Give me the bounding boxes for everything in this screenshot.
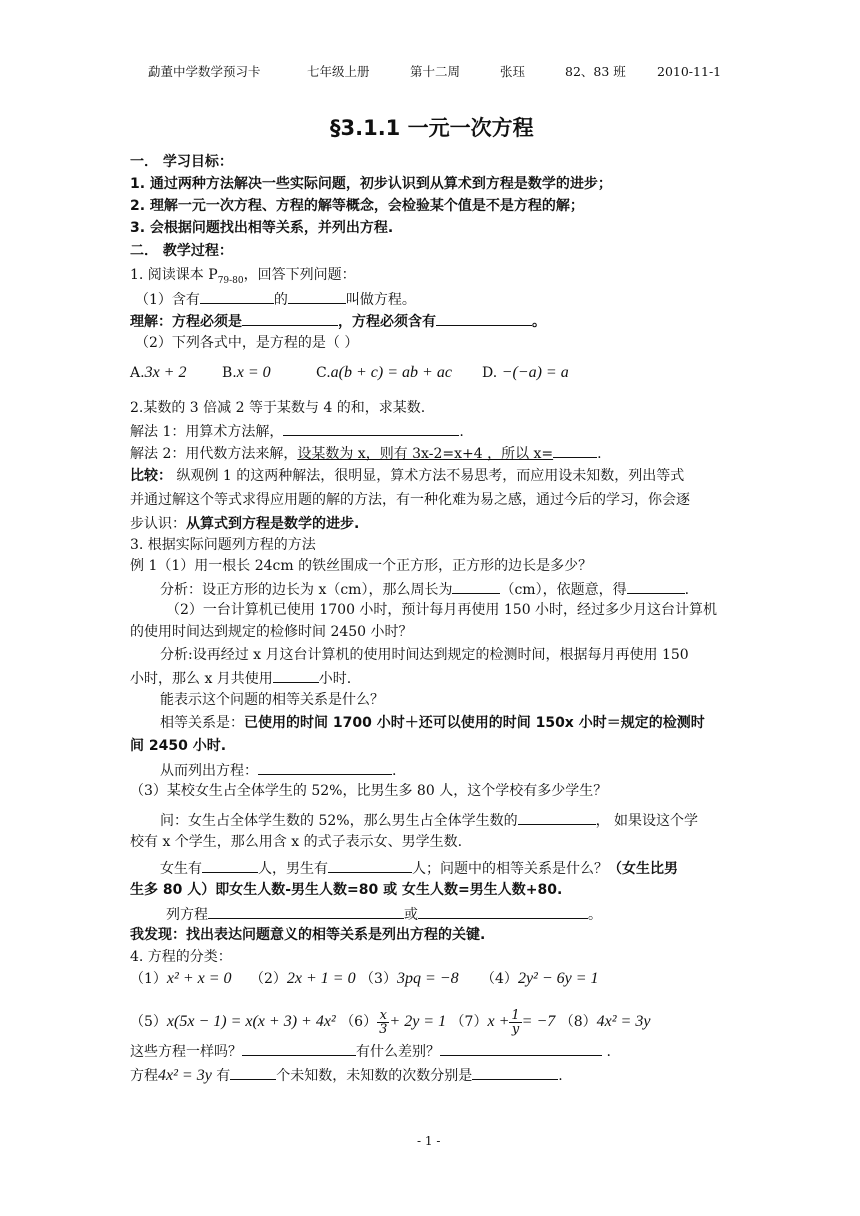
process-heading: 二． 教学过程： [130, 243, 233, 259]
ex3-question-line-1 [160, 809, 698, 831]
understand-a: 理解：方程必须是 [130, 314, 242, 330]
goal-item-3: 3. 会根据问题找出相等关系，并列出方程. [130, 220, 394, 236]
equation-row-2 [130, 1008, 650, 1036]
same-question-line [130, 1040, 611, 1062]
ex3-equation-line [166, 903, 602, 925]
unknowns-c: 个未知数，未知数的次数分别是 [276, 1068, 473, 1084]
same-b: 有什么差别？ [356, 1044, 440, 1060]
equation-6-fraction [377, 1009, 389, 1036]
eq-num-2: （2） [249, 971, 287, 987]
ex3-girls-c: 人；问题中的相等关系是什么？ [412, 861, 608, 877]
ex3-girls-b: 人，男生有 [258, 861, 328, 877]
example-3: （3）某校女生占全体学生的 52%，比男生多 80 人，这个学校有多少学生？ [130, 783, 608, 799]
equation-7-rest: = −7 [521, 1013, 556, 1030]
header-teacher: 张珏 [500, 64, 526, 79]
page-number: - 1 - [417, 1134, 441, 1148]
goals-heading: 一． 学习目标： [130, 154, 233, 170]
ex1-analysis [160, 578, 689, 600]
choice-c [316, 362, 452, 384]
equation-7-pre: x + [487, 1013, 510, 1030]
goal-item-1: 1. 通过两种方法解决一些实际问题，初步认识到从算术到方程是数学的进步； [130, 176, 612, 192]
unknowns-b: 有 [216, 1068, 231, 1084]
method-2-b: 设某数为 x，则有 3x-2=x+4 ，所以 x= [297, 446, 554, 462]
choice-a [130, 362, 186, 384]
ex2-analysis-2b: 小时. [318, 671, 352, 687]
q1-blank-2[interactable] [288, 288, 346, 304]
goal-item-2: 2. 理解一元一次方程、方程的解等概念，会检验某个值是不是方程的解； [130, 198, 584, 214]
compare-line-1 [130, 466, 684, 486]
method-1-line [130, 420, 464, 442]
eq-num-4: （4） [481, 971, 518, 987]
ex2-equation-blank[interactable] [258, 759, 392, 775]
ex2-analysis-line-1: 分析:设再经过 x 月这台计算机的使用时间达到规定的检测时间，根据每月再使用 150 [160, 647, 689, 663]
equation-row-1 [130, 967, 599, 991]
ex2-equation-a: 从而列出方程： [160, 763, 258, 779]
unknowns-d: . [558, 1068, 563, 1084]
q1-a: （1）含有 [135, 292, 200, 308]
choice-b-label: B. [222, 365, 237, 381]
understand-c: 。 [532, 314, 546, 330]
ex3-eq-a: 列方程 [166, 907, 208, 923]
same-blank-2[interactable] [440, 1040, 602, 1056]
read-pages: 79-80 [217, 275, 244, 286]
ex2-equation-b: . [392, 763, 397, 779]
ex3-q-a: 问：女生占全体学生数的 52%，那么男生占全体学生数的 [160, 813, 518, 829]
equation-7-numerator: 1 [511, 1007, 520, 1023]
choice-d-label: D. [482, 365, 498, 381]
ex1-blank-1[interactable] [452, 578, 500, 594]
choice-d [482, 362, 569, 384]
equation-1: x² + x = 0 [166, 970, 232, 987]
ex2-relation-b: 已使用的时间 1700 小时＋还可以使用的时间 150x 小时＝规定的检测时 [244, 715, 705, 731]
header-classes: 82、83 班 [565, 64, 626, 79]
understand-blank-2[interactable] [436, 310, 532, 326]
page-title: §3.1.1 一元一次方程 [330, 116, 534, 140]
eq-num-5: （5） [130, 1014, 167, 1030]
ex2-analysis-line-2 [130, 667, 351, 689]
compare-line-3 [130, 514, 359, 534]
equation-4: 2y² − 6y = 1 [517, 970, 599, 987]
equation-2: 2x + 1 = 0 [286, 970, 356, 987]
unknowns-a: 方程 [130, 1068, 158, 1084]
ex3-q-b: ， 如果设这个学 [595, 813, 699, 829]
choice-a-expr: 3x + 2 [144, 364, 187, 381]
section-4-heading: 4. 方程的分类： [130, 949, 232, 965]
example-2-line-1: （2）一台计算机已使用 1700 小时，预计每月再使用 150 小时，经过多少月这台计算机 [166, 602, 718, 618]
q1-line [135, 288, 416, 310]
equation-6-numerator: x [377, 1009, 389, 1023]
same-c: . [606, 1044, 611, 1060]
q1-blank-1[interactable] [200, 288, 274, 304]
header-week: 第十二周 [410, 64, 461, 79]
choice-a-label: A. [130, 365, 145, 381]
method-1-text: 解法 1：用算术方法解， [130, 424, 284, 440]
q2-line: （2）下列各式中，是方程的是（ ） [135, 335, 359, 351]
eq-num-7: （7） [450, 1014, 488, 1030]
ex3-relation-line: 生多 80 人）即女生人数-男生人数=80 或 女生人数=男生人数+80. [130, 882, 563, 898]
example-1: 例 1（1）用一根长 24cm 的铁丝围成一个正方形，正方形的边长是多少？ [130, 558, 593, 574]
same-blank-1[interactable] [242, 1040, 356, 1056]
compare-text-3a: 步认识： [130, 516, 186, 532]
header-grade: 七年级上册 [307, 64, 370, 79]
understand-line [130, 310, 546, 332]
unknowns-equation: 4x² = 3y [158, 1067, 212, 1084]
read-prefix: 1. 阅读课本 P [130, 267, 218, 283]
equation-7-denominator: y [511, 1021, 520, 1037]
ex2-question: 能表示这个问题的相等关系是什么？ [160, 692, 384, 708]
ex3-equation-blank-2[interactable] [418, 903, 588, 919]
ex3-equation-blank-1[interactable] [208, 903, 404, 919]
ex3-girls-d: （女生比男 [608, 861, 678, 877]
unknowns-line [130, 1064, 563, 1088]
method-2-end: . [597, 446, 602, 462]
ex2-equation-line [160, 759, 396, 781]
ex3-eq-c: 。 [588, 907, 602, 923]
method-2-a: 解法 2：用代数方法来解， [130, 446, 298, 462]
header-school: 勐董中学数学预习卡 [148, 64, 261, 79]
equation-3: 3pq = −8 [396, 970, 459, 987]
q1-b: 的 [273, 292, 288, 308]
ex3-girls-a: 女生有 [160, 861, 202, 877]
choice-b-expr: x = 0 [236, 364, 271, 381]
unknowns-blank-degree[interactable] [472, 1064, 558, 1080]
eq-num-8: （8） [559, 1014, 597, 1030]
method-1-end: . [459, 424, 464, 440]
ex1-analysis-b: （cm），依题意，得 [500, 582, 627, 598]
read-suffix: ，回答下列问题： [243, 267, 356, 283]
eq-num-1: （1） [130, 971, 167, 987]
understand-blank-1[interactable] [242, 310, 338, 326]
choice-c-expr: a(b + c) = ab + ac [330, 364, 452, 381]
read-instruction [130, 265, 356, 291]
same-a: 这些方程一样吗？ [130, 1044, 242, 1060]
ex3-eq-b: 或 [404, 907, 418, 923]
choice-b [222, 362, 271, 384]
ex3-blank-girls[interactable] [202, 857, 258, 873]
section-3-heading: 3. 根据实际问题列方程的方法 [130, 537, 316, 553]
method-1-blank[interactable] [283, 420, 459, 436]
equation-8: 4x² = 3y [596, 1013, 651, 1030]
ex3-question-line-2: 校有 x 个学生，那么用含 x 的式子表示女、男学生数. [130, 834, 463, 850]
finding-line: 我发现：找出表达问题意义的相等关系是列出方程的关键. [130, 927, 486, 943]
compare-label: 比较： [130, 468, 172, 484]
ex2-analysis-2a: 小时，那么 x 月共使用 [130, 671, 273, 687]
equation-6-rest: + 2y = 1 [389, 1013, 447, 1030]
ex2-blank-hours[interactable] [273, 667, 319, 683]
eq-num-3: （3） [360, 971, 397, 987]
equation-5: x(5x − 1) = x(x + 3) + 4x² [166, 1013, 336, 1030]
choice-d-expr: −(−a) = a [501, 364, 569, 381]
compare-text-1: 纵观例 1 的这两种解法，很明显，算术方法不易思考，而应用设未知数，列出等式 [172, 468, 685, 484]
eq-num-6: （6） [340, 1014, 378, 1030]
ex3-blank-boys[interactable] [328, 857, 412, 873]
equation-7-fraction [509, 1009, 521, 1036]
ex1-analysis-c: . [684, 582, 690, 598]
ex2-relation-line-1 [160, 713, 705, 733]
compare-line-2: 并通过解这个等式求得应用题的解的方法，有一种化难为易之感，通过今后的学习，你会逐 [130, 492, 690, 508]
ex2-relation-a: 相等关系是： [160, 715, 244, 731]
unknowns-blank-count[interactable] [230, 1064, 276, 1080]
q1-c: 叫做方程。 [345, 292, 416, 308]
ex3-girls-line [160, 857, 678, 879]
understand-b: ，方程必须含有 [338, 314, 436, 330]
example-2-line-2: 的使用时间达到规定的检修时间 2450 小时？ [130, 624, 413, 640]
ex1-blank-2[interactable] [627, 578, 685, 594]
choice-c-label: C. [316, 365, 331, 381]
method-2-line [130, 442, 602, 464]
ex1-analysis-a: 分析：设正方形的边长为 x（cm），那么周长为 [160, 582, 453, 598]
ex2-relation-line-2: 间 2450 小时. [130, 738, 227, 754]
equation-6-denominator: 3 [379, 1021, 388, 1037]
ex3-blank-boys-ratio[interactable] [518, 809, 596, 825]
compare-text-3b: 从算式到方程是数学的进步. [186, 516, 360, 532]
method-2-blank[interactable] [553, 442, 597, 458]
header-date: 2010-11-1 [657, 64, 722, 79]
problem-2: 2.某数的 3 倍减 2 等于某数与 4 的和，求某数. [130, 400, 426, 416]
